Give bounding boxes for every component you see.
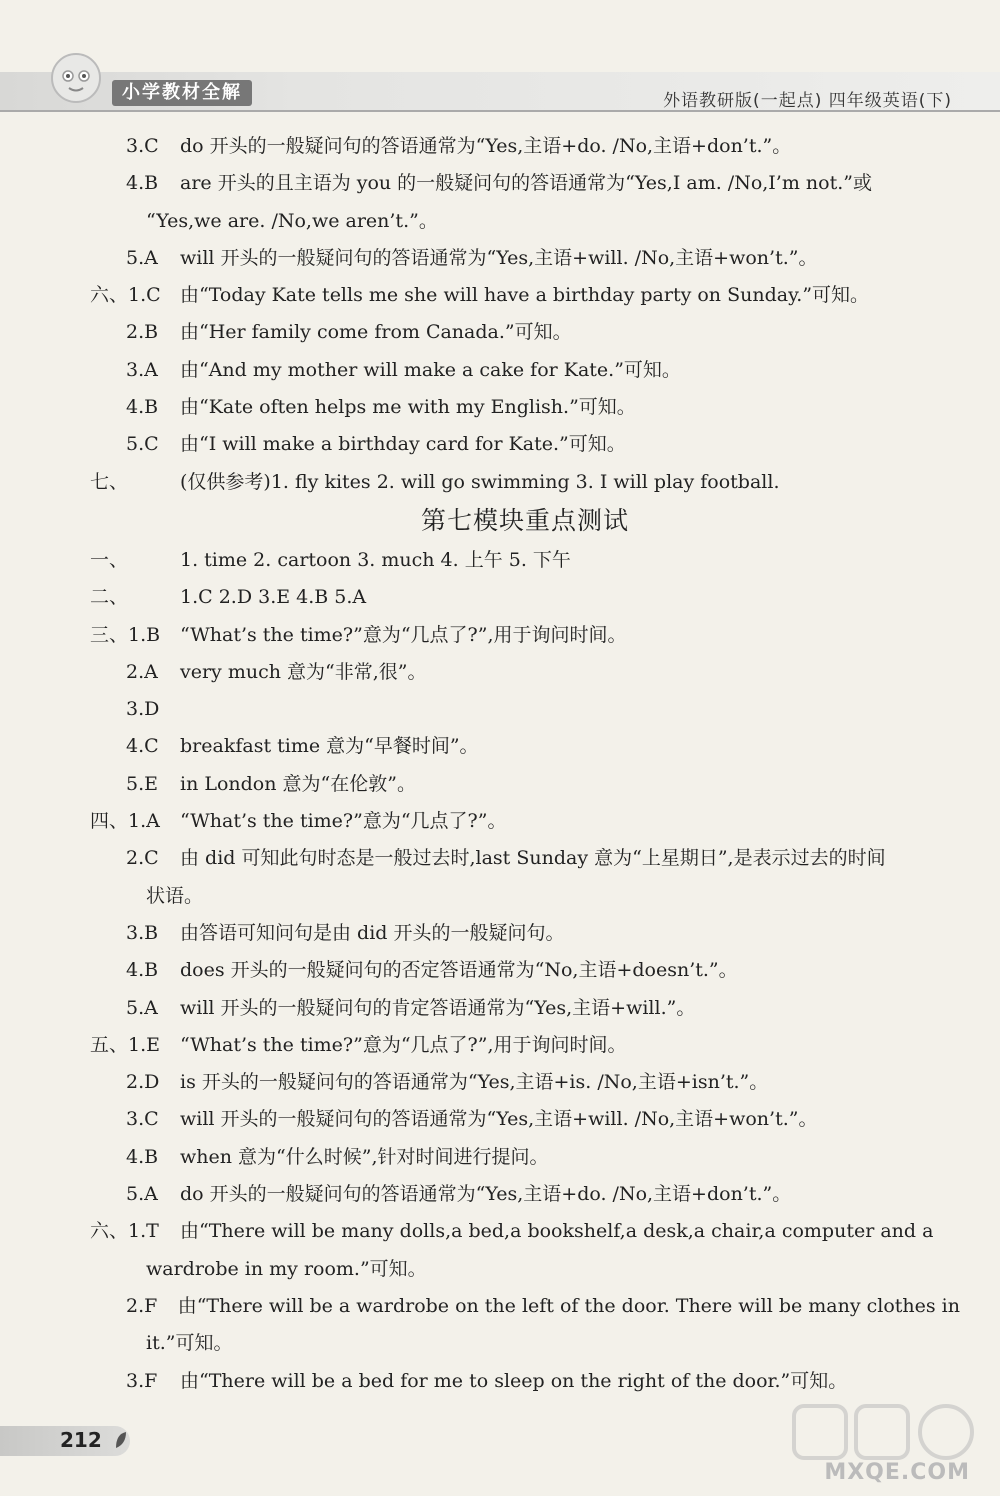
question-number: 5.A bbox=[126, 996, 158, 1019]
question-number: 4.B bbox=[126, 172, 159, 195]
answer-line bbox=[90, 915, 960, 952]
answer-text: will 开头的一般疑问句的答语通常为“Yes,主语+will. /No,主语+won’t.”。 bbox=[180, 246, 818, 269]
answer-line bbox=[90, 1363, 960, 1400]
answer-text: 由答语可知问句是由 did 开头的一般疑问句。 bbox=[180, 921, 565, 944]
question-number: 六、1.T bbox=[90, 1220, 159, 1243]
answer-line bbox=[90, 952, 960, 989]
answer-continuation bbox=[90, 1251, 960, 1288]
answer-line bbox=[90, 426, 960, 463]
answer-text: 由“There will be a bed for me to sleep on the right of the door.”可知。 bbox=[180, 1369, 848, 1392]
answer-line bbox=[90, 654, 960, 691]
watermark-text: MXQE.COM bbox=[824, 1460, 970, 1485]
question-number: 六、1.C bbox=[90, 284, 161, 307]
answer-text: 由“There will be many dolls,a bed,a bookshelf,a desk,a chair,a computer and a bbox=[180, 1220, 934, 1243]
answer-continuation bbox=[90, 878, 960, 915]
answer-line bbox=[90, 389, 960, 426]
answer-content bbox=[90, 128, 960, 1400]
answer-text: (仅供参考)1. fly kites 2. will go swimming 3. I will play football. bbox=[180, 470, 780, 493]
answer-line bbox=[90, 352, 960, 389]
answer-text: “What’s the time?”意为“几点了?”。 bbox=[180, 810, 507, 833]
answer-line bbox=[90, 728, 960, 765]
page-number: 212 bbox=[60, 1428, 102, 1452]
answer-text: 由“Her family come from Canada.”可知。 bbox=[180, 321, 572, 344]
answer-text: 由“Kate often helps me with my English.”可知。 bbox=[180, 396, 636, 419]
answer-line bbox=[90, 1213, 960, 1250]
question-number: 七、 bbox=[90, 470, 129, 493]
answer-block-module7 bbox=[90, 542, 960, 1400]
answer-continuation bbox=[90, 203, 960, 240]
answer-line bbox=[90, 1176, 960, 1213]
answer-text: in London 意为“在伦敦”。 bbox=[180, 772, 416, 795]
answer-text: wardrobe in my room.”可知。 bbox=[146, 1257, 427, 1280]
answer-text: 由“There will be a wardrobe on the left of the door. There will be many clothes in bbox=[177, 1294, 960, 1317]
answer-line bbox=[90, 277, 960, 314]
answer-text: when 意为“什么时候”,针对时间进行提问。 bbox=[180, 1145, 549, 1168]
answer-line bbox=[90, 1139, 960, 1176]
answer-text: are 开头的且主语为 you 的一般疑问句的答语通常为“Yes,I am. /No,I’m not.”或 bbox=[180, 172, 872, 195]
answer-block-module6 bbox=[90, 128, 960, 501]
question-number: 5.A bbox=[126, 246, 158, 269]
answer-line bbox=[90, 240, 960, 277]
answer-text: very much 意为“非常,很”。 bbox=[180, 660, 427, 683]
answer-line bbox=[90, 1101, 960, 1138]
answer-line bbox=[90, 617, 960, 654]
mascot-logo-icon bbox=[40, 48, 112, 112]
question-number: 3.F bbox=[126, 1369, 158, 1392]
question-number: 一、 bbox=[90, 548, 129, 571]
answer-line bbox=[90, 165, 960, 202]
answer-text: it.”可知。 bbox=[146, 1332, 233, 1355]
answer-line bbox=[90, 579, 960, 616]
answer-line bbox=[90, 1027, 960, 1064]
answer-line bbox=[90, 691, 960, 728]
question-number: 3.C bbox=[126, 1108, 159, 1131]
leaf-icon bbox=[114, 1430, 128, 1450]
answer-continuation bbox=[90, 1325, 960, 1362]
answer-line bbox=[90, 542, 960, 579]
answer-text: 1.C 2.D 3.E 4.B 5.A bbox=[180, 586, 367, 609]
answer-text: “What’s the time?”意为“几点了?”,用于询问时间。 bbox=[180, 1033, 627, 1056]
question-number: 二、 bbox=[90, 586, 129, 609]
answer-text: 状语。 bbox=[146, 884, 204, 907]
answer-text: will 开头的一般疑问句的答语通常为“Yes,主语+will. /No,主语+won’t.”。 bbox=[180, 1108, 818, 1131]
answer-text: 由“And my mother will make a cake for Kate.”可知。 bbox=[180, 358, 681, 381]
answer-line bbox=[90, 766, 960, 803]
question-number: 三、1.B bbox=[90, 623, 161, 646]
answer-text: is 开头的一般疑问句的答语通常为“Yes,主语+is. /No,主语+isn’t.”。 bbox=[180, 1071, 769, 1094]
question-number: 4.B bbox=[126, 396, 159, 419]
answer-text: “Yes,we are. /No,we aren’t.”。 bbox=[146, 209, 438, 232]
answer-text: do 开头的一般疑问句的答语通常为“Yes,主语+do. /No,主语+don’t.”。 bbox=[180, 1183, 792, 1206]
answer-line bbox=[90, 803, 960, 840]
question-number: 4.B bbox=[126, 959, 159, 982]
answer-line bbox=[90, 990, 960, 1027]
answer-text: 由“Today Kate tells me she will have a birthday party on Sunday.”可知。 bbox=[180, 284, 870, 307]
question-number: 5.E bbox=[126, 772, 158, 795]
question-number: 4.C bbox=[126, 735, 159, 758]
question-number: 3.C bbox=[126, 135, 159, 157]
answer-text: do 开头的一般疑问句的答语通常为“Yes,主语+do. /No,主语+don’t.”。 bbox=[180, 135, 792, 157]
answer-text: 1. time 2. cartoon 3. much 4. 上午 5. 下午 bbox=[180, 548, 571, 571]
edition-label: 外语教研版(一起点) 四年级英语(下) bbox=[663, 91, 952, 111]
answer-line bbox=[90, 1064, 960, 1101]
question-number: 5.C bbox=[126, 433, 159, 456]
question-number: 4.B bbox=[126, 1145, 159, 1168]
answer-line bbox=[90, 840, 960, 877]
question-number: 2.D bbox=[126, 1071, 160, 1094]
answer-line bbox=[90, 128, 960, 165]
answer-text: does 开头的一般疑问句的否定答语通常为“No,主语+doesn’t.”。 bbox=[180, 959, 738, 982]
answer-line bbox=[90, 464, 960, 501]
question-number: 3.A bbox=[126, 358, 158, 381]
question-number: 5.A bbox=[126, 1183, 158, 1206]
question-number: 2.A bbox=[126, 660, 158, 683]
series-title: 小学教材全解 bbox=[112, 80, 252, 106]
answer-text: 由“I will make a birthday card for Kate.”可知。 bbox=[180, 433, 626, 456]
answer-line bbox=[90, 1288, 960, 1325]
question-number: 3.B bbox=[126, 921, 159, 944]
answer-text bbox=[180, 691, 960, 728]
question-number: 3.D bbox=[126, 698, 160, 721]
question-number: 四、1.A bbox=[90, 810, 160, 833]
answer-text: will 开头的一般疑问句的肯定答语通常为“Yes,主语+will.”。 bbox=[180, 996, 696, 1019]
answer-line bbox=[90, 314, 960, 351]
question-number: 五、1.E bbox=[90, 1033, 160, 1056]
answer-text: 由 did 可知此句时态是一般过去时,last Sunday 意为“上星期日”,是表示过去的时间 bbox=[180, 847, 886, 870]
question-number: 2.F bbox=[126, 1294, 158, 1317]
section-title: 第七模块重点测试 bbox=[420, 505, 629, 535]
answer-text: breakfast time 意为“早餐时间”。 bbox=[180, 735, 479, 758]
answer-text: “What’s the time?”意为“几点了?”,用于询问时间。 bbox=[180, 623, 627, 646]
question-number: 2.B bbox=[126, 321, 159, 344]
question-number: 2.C bbox=[126, 847, 159, 870]
